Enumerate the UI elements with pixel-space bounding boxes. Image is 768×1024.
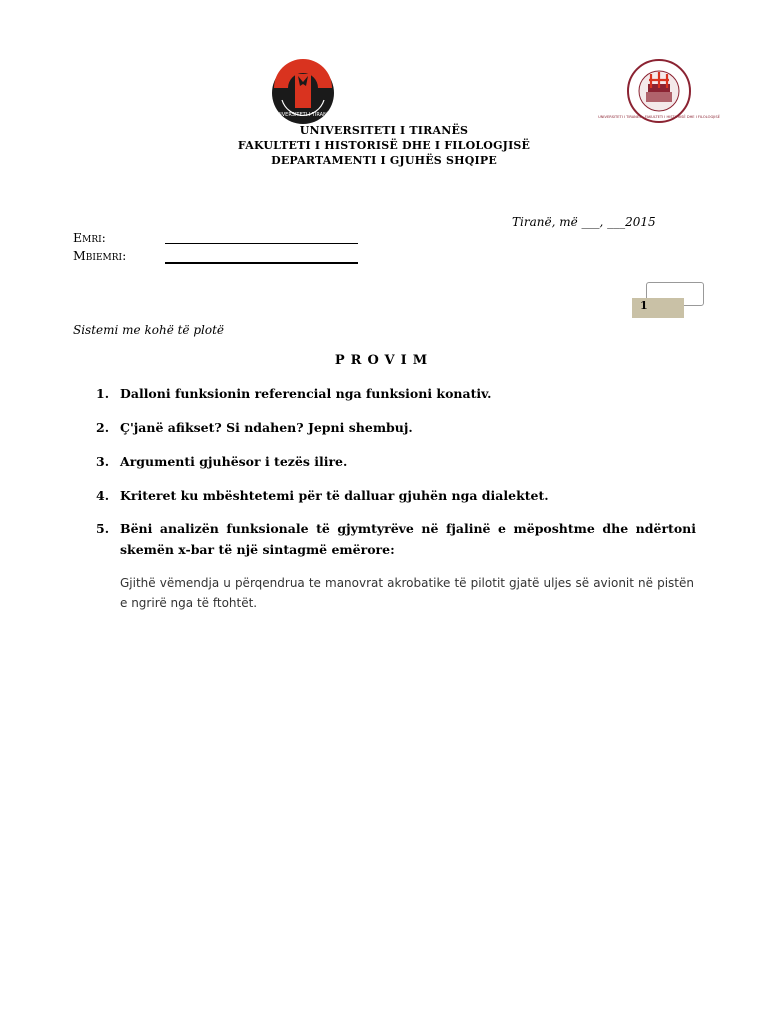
question-item [96, 383, 696, 404]
question-number: 5. [96, 521, 110, 536]
department-name: DEPARTAMENTI I GJUHËS SHQIPE [271, 154, 497, 167]
university-logo [268, 60, 338, 126]
question-item [96, 518, 696, 560]
seal-caption: UNIVERSITETI I TIRANËS · FAKULTETI I HISTORISË DHE I FILOLOGJISË [598, 115, 720, 119]
logo-caption: UNIVERSITETI I TIRANËS [272, 112, 334, 118]
question-number: 1. [96, 386, 110, 401]
page-number: 1 [632, 298, 684, 318]
analysis-sentence: Gjithë vëmendja u përqendrua te manovrat akrobatike të pilotit gjatë uljes së avionit në pistën e ngrirë nga të ftohtët. [120, 576, 694, 610]
first-name-field[interactable] [165, 243, 358, 244]
date-line: Tiranë, më ___, ___2015 [512, 215, 656, 229]
question-item [96, 417, 696, 438]
question-number: 2. [96, 420, 110, 435]
question-number: 4. [96, 488, 110, 503]
question-text: Bëni analizën funksionale të gjymtyrëve në fjalinë e mëposhtme dhe ndërtoni skemën x-bar të një sintagmë emërore: [120, 521, 696, 557]
question-item [96, 485, 696, 506]
question-text: Argumenti gjuhësor i tezës ilire. [120, 454, 348, 469]
first-name-label: Emri: [73, 230, 106, 245]
faculty-seal [598, 58, 720, 124]
exam-subtitle: Sistemi me kohë të plotë [73, 323, 225, 337]
exam-title: PROVIM [334, 353, 434, 368]
last-name-label: Mbiemri: [73, 248, 127, 263]
university-name: UNIVERSITETI I TIRANËS [299, 124, 469, 137]
last-name-field[interactable] [165, 262, 358, 264]
question-text: Kriteret ku mbështetemi për të dalluar gjuhën nga dialektet. [120, 488, 549, 503]
question-item [96, 451, 696, 472]
question-text: Dalloni funksionin referencial nga funksioni konativ. [120, 386, 492, 401]
faculty-name: FAKULTETI I HISTORISË DHE I FILOLOGJISË [237, 139, 531, 152]
question-text: Ç'janë afikset? Si ndahen? Jepni shembuj. [120, 420, 413, 435]
question-number: 3. [96, 454, 110, 469]
